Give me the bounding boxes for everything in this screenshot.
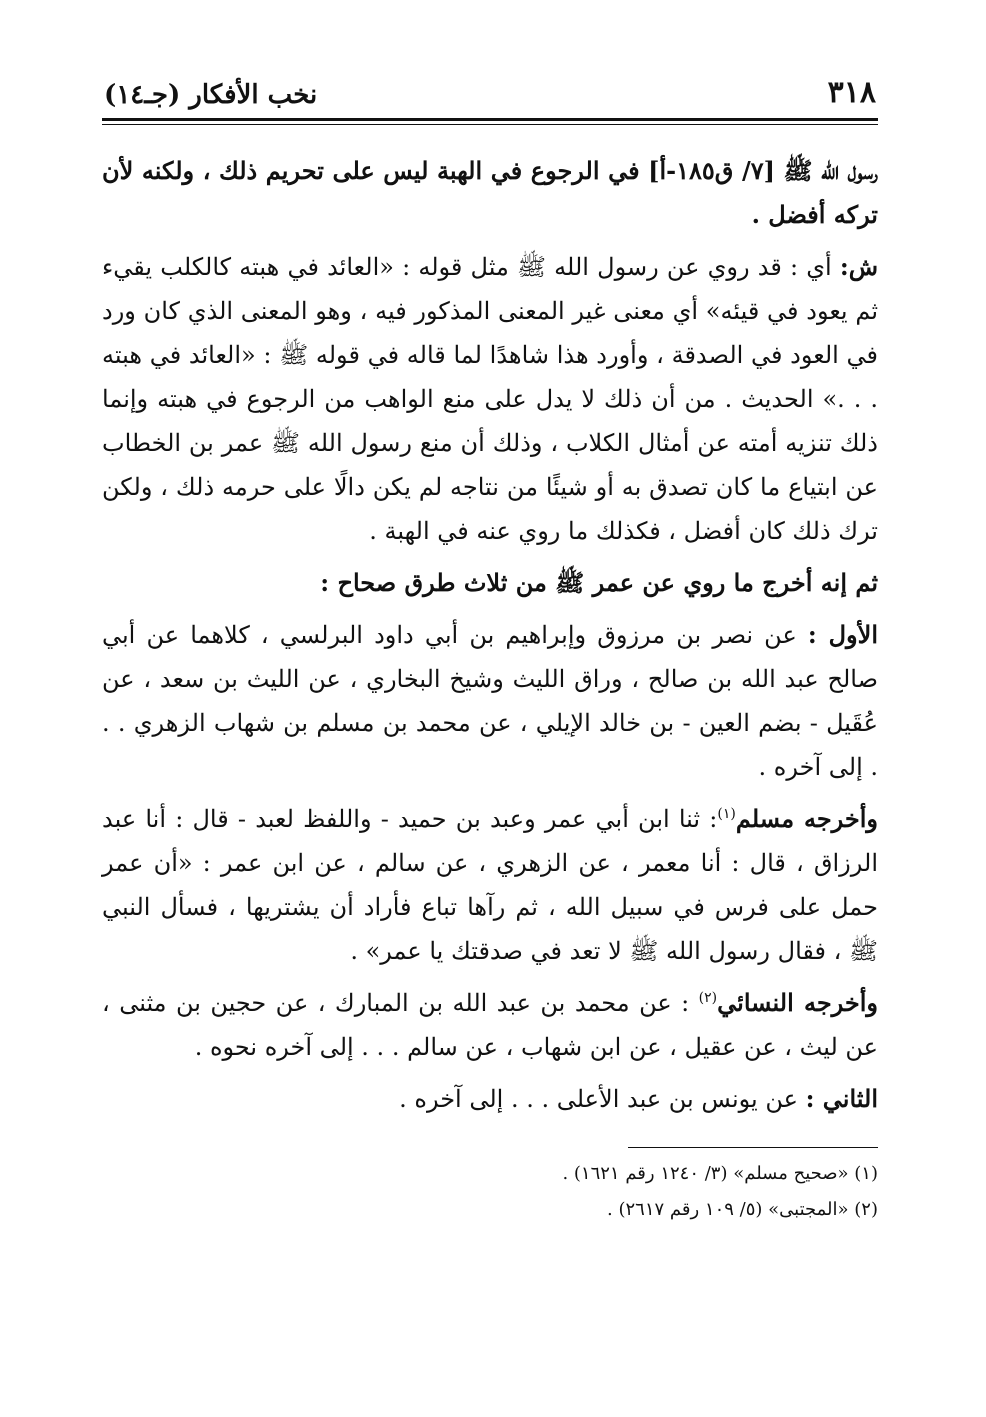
sharh-label: ش: <box>839 252 878 281</box>
footnote-2: (٢) «المجتبى» (٥/ ١٠٩ رقم ٢٦١٧) . <box>607 1199 878 1220</box>
paragraph-7-text: عن يونس بن عبد الأعلى . . . إلى آخره . <box>399 1085 806 1113</box>
page-number: ٣١٨ <box>827 75 876 110</box>
muslim-label: وأخرجه مسلم <box>735 804 879 833</box>
paragraph-6-text: : عن محمد بن عبد الله بن المبارك ، عن حجين بن مثنى ، عن ليث ، عن عقيل ، عن ابن شهاب ، عن سالم . . . إلى آخره نحوه . <box>102 989 878 1061</box>
paragraph-3: ثم إنه أخرج ما روي عن عمر ﷺ من ثلاث طرق صحاح : <box>320 568 878 597</box>
footnote-1: (١) «صحيح مسلم» (٣/ ١٢٤٠ رقم ١٦٢١) . <box>562 1163 878 1184</box>
running-title: نخب الأفكار (جـ١٤) <box>104 80 318 110</box>
paragraph-7 <box>102 1077 878 1121</box>
nasai-label: وأخرجه النسائي <box>717 988 878 1017</box>
paragraph-2 <box>102 245 878 553</box>
paragraph-1: رسول الله ﷺ [٧/ ق١٨٥-أ] في الرجوع في الهبة ليس على تحريم ذلك ، ولكنه لأن تركه أفضل . <box>102 156 878 229</box>
paragraph-5 <box>102 797 878 973</box>
paragraph-5-text: : ثنا ابن أبي عمر وعبد بن حميد - واللفظ لعبد - قال : أنا عبد الرزاق ، قال : أنا معمر ، عن الزهري ، عن سالم ، عن ابن عمر : «أن عمر حمل على فرس في سبيل الله ، ثم رآها تباع فأراد أن يشتريها ، فسأل النبي ﷺ ، فقال رسول الله ﷺ لا تعد في صدقتك يا عمر» . <box>102 805 878 965</box>
paragraph-2-text: أي : قد روي عن رسول الله ﷺ مثل قوله : «العائد في هبته كالكلب يقيء ثم يعود في قيئه» أي معنى غير المعنى المذكور فيه ، وهو المعنى الذي كان ورد في العود في الصدقة ، وأورد هذا شاهدًا لما قاله في قوله ﷺ : «العائد في هبته . . .» الحديث . من أن ذلك لا يدل على منع الواهب من الرجوع في هبته وإنما ذلك تنزيه أمته عن أمثال الكلاب ، وذلك أن منع رسول الله ﷺ عمر بن الخطاب عن ابتياع ما كان تصدق به أو شيئًا من نتاجه لم يكن دالًا على حرمه ذلك ، ولكن ترك ذلك كان أفضل ، فكذلك ما روي عنه في الهبة . <box>102 253 879 545</box>
first-chain-label: الأول : <box>807 620 878 649</box>
footnote-divider <box>628 1147 878 1148</box>
footnote-ref-1[interactable]: (١) <box>717 806 736 822</box>
footnotes <box>102 1156 878 1228</box>
second-chain-label: الثاني : <box>805 1084 878 1113</box>
paragraph-6 <box>102 981 878 1069</box>
paragraph-4 <box>102 613 878 789</box>
main-text <box>102 149 878 1121</box>
paragraph-4-text: عن نصر بن مرزوق وإبراهيم بن أبي داود البرلسي ، كلاهما عن أبي صالح عبد الله بن صالح ، وراق الليث وشيخ البخاري ، عن الليث بن سعد ، عن عُقَيل - بضم العين - بن خالد الإيلي ، عن محمد بن مسلم بن شهاب الزهري . . . إلى آخره . <box>102 621 878 781</box>
footnote-ref-2[interactable]: (٢) <box>698 990 718 1006</box>
page-header <box>102 75 878 121</box>
